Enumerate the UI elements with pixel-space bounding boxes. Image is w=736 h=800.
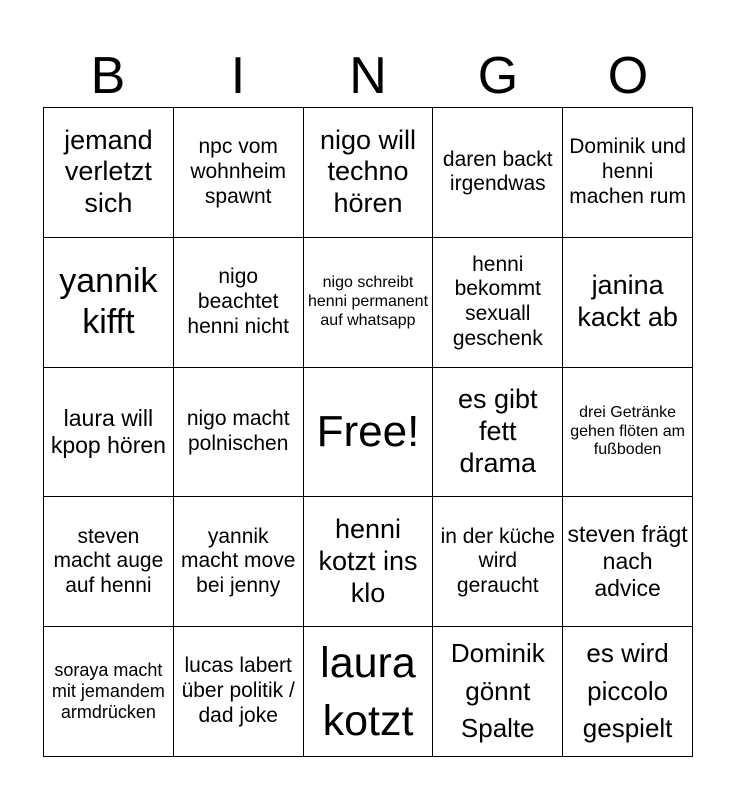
- bingo-cell[interactable]: Dominik gönnt Spalte: [433, 627, 563, 757]
- bingo-cell[interactable]: nigo will techno hören: [304, 108, 434, 238]
- bingo-cell[interactable]: steven frägt nach advice: [563, 497, 693, 627]
- header-letter-b: B: [90, 47, 126, 105]
- header-letter-o: O: [607, 47, 649, 105]
- header-letter-g: G: [477, 47, 519, 105]
- bingo-cell[interactable]: Dominik und henni machen rum: [563, 108, 693, 238]
- bingo-cell[interactable]: npc vom wohnheim spawnt: [174, 108, 304, 238]
- bingo-cell[interactable]: laura kotzt: [304, 627, 434, 757]
- bingo-free-cell[interactable]: Free!: [304, 368, 434, 498]
- header-letter-n: N: [349, 47, 387, 105]
- bingo-cell[interactable]: yannik macht move bei jenny: [174, 497, 304, 627]
- bingo-cell[interactable]: es gibt fett drama: [433, 368, 563, 498]
- bingo-cell[interactable]: henni kotzt ins klo: [304, 497, 434, 627]
- bingo-cell[interactable]: nigo macht polnischen: [174, 368, 304, 498]
- bingo-cell[interactable]: steven macht auge auf henni: [44, 497, 174, 627]
- bingo-cell[interactable]: drei Getränke gehen flöten am fußboden: [563, 368, 693, 498]
- bingo-cell[interactable]: nigo beachtet henni nicht: [174, 238, 304, 368]
- bingo-cell[interactable]: yannik kifft: [44, 238, 174, 368]
- bingo-cell[interactable]: in der küche wird geraucht: [433, 497, 563, 627]
- bingo-cell[interactable]: laura will kpop hören: [44, 368, 174, 498]
- bingo-cell[interactable]: daren backt irgendwas: [433, 108, 563, 238]
- bingo-cell[interactable]: henni bekommt sexuall geschenk: [433, 238, 563, 368]
- bingo-cell[interactable]: nigo schreibt henni permanent auf whatsapp: [304, 238, 434, 368]
- bingo-cell[interactable]: jemand verletzt sich: [44, 108, 174, 238]
- bingo-board: [43, 107, 693, 757]
- bingo-cell[interactable]: es wird piccolo gespielt: [563, 627, 693, 757]
- bingo-cell[interactable]: janina kackt ab: [563, 238, 693, 368]
- bingo-header: [43, 46, 693, 106]
- header-letter-i: I: [230, 47, 246, 105]
- bingo-cell[interactable]: soraya macht mit jemandem armdrücken: [44, 627, 174, 757]
- bingo-cell[interactable]: lucas labert über politik / dad joke: [174, 627, 304, 757]
